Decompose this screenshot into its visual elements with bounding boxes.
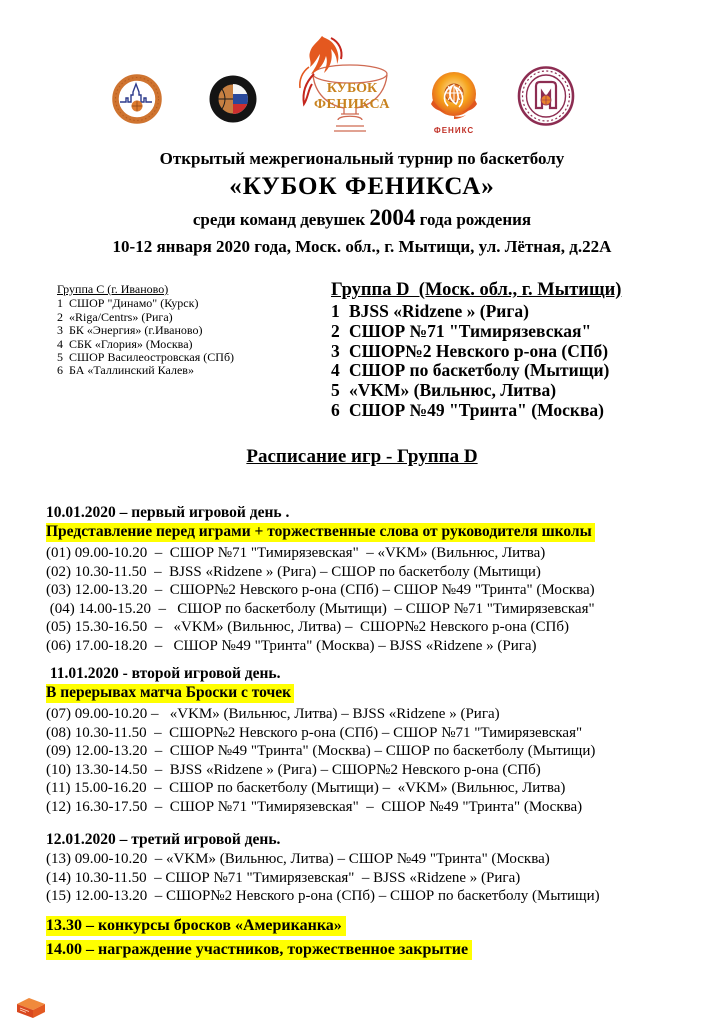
title-line-1: Открытый межрегиональный турнир по баскетболу xyxy=(159,149,565,168)
team-number: 2 xyxy=(331,320,340,341)
team-number: 4 xyxy=(57,336,63,351)
list-item xyxy=(331,381,621,401)
team-number: 5 xyxy=(331,380,340,401)
game-line: (07) 09.00-10.20 – «VKM» (Вильнюс, Литва) – BJSS «Ridzene » (Рига) xyxy=(46,706,500,722)
kubok-feniksa-logo-icon xyxy=(284,34,400,145)
closing-line: 13.30 – конкурсы бросков «Американка» xyxy=(46,916,346,936)
federation-left-logo-icon xyxy=(112,74,162,129)
game-line: (02) 10.30-11.50 – BJSS «Ridzene » (Рига) – СШОР по баскетболу (Мытищи) xyxy=(46,563,541,580)
team-name: БА «Таллинский Калев» xyxy=(69,363,194,378)
list-item xyxy=(57,297,234,310)
schedule-heading xyxy=(0,446,724,468)
schedule-day-2 xyxy=(46,664,696,817)
group-d-heading: Группа D (Моск. обл., г. Мытищи) xyxy=(331,280,622,300)
kubok-text-line1: КУБОК xyxy=(326,81,378,96)
list-item xyxy=(331,401,621,421)
feniks-club-logo xyxy=(426,70,482,135)
group-c-heading: Группа C (г. Иваново) xyxy=(57,282,169,296)
team-name: СШОР №49 "Тринта" (Москва) xyxy=(349,399,605,420)
team-name: СШОР№2 Невского р-она (СПб) xyxy=(349,340,609,361)
game-line: (04) 14.00-15.20 – СШОР по баскетболу (Мытищи) – СШОР №71 "Тимирязевская" xyxy=(46,600,595,617)
game-line: (11) 15.00-16.20 – СШОР по баскетболу (Мытищи) – «VKM» (Вильнюс, Литва) xyxy=(46,780,566,797)
team-number: 1 xyxy=(331,301,340,321)
team-name: «Riga/Centrs» (Рига) xyxy=(69,309,173,324)
team-name: СБК «Глория» (Москва) xyxy=(69,336,193,351)
game-line: (01) 09.00-10.20 – СШОР №71 "Тимирязевская" – «VKM» (Вильнюс, Литва) xyxy=(46,545,546,561)
closing-line: 14.00 – награждение участников, торжественное закрытие xyxy=(46,940,472,960)
game-line: (08) 10.30-11.50 – СШОР№2 Невского р-она (СПб) – СШОР №71 "Тимирязевская" xyxy=(46,724,583,741)
schedule-day-3 xyxy=(46,830,696,906)
game-line: (05) 15.30-16.50 – «VKM» (Вильнюс, Литва) – СШОР№2 Невского р-она (СПб) xyxy=(46,619,569,636)
game-line: (09) 12.00-13.20 – СШОР №49 "Тринта" (Москва) – СШОР по баскетболу (Мытищи) xyxy=(46,743,596,760)
title-line-2: «КУБОК ФЕНИКСА» xyxy=(229,173,495,200)
group-d-list xyxy=(331,278,621,421)
feniks-label: ФЕНИКС xyxy=(433,126,475,135)
team-name: СШОР №71 "Тимирязевская" xyxy=(349,320,592,341)
team-name: СШОР Василеостровская (СПб) xyxy=(69,350,235,365)
day-1-highlight-note: Представление перед играми + торжественные слова от руководителя школы xyxy=(46,523,595,542)
day-2-header: 11.01.2020 - второй игровой день. xyxy=(46,665,281,682)
day-2-highlight-note: В перерывах матча Броски с точек xyxy=(46,684,294,703)
team-number: 3 xyxy=(331,340,340,361)
list-item xyxy=(57,364,234,377)
team-name: BJSS «Ridzene » (Рига) xyxy=(349,301,529,321)
schedule-heading-text: Расписание игр - Группа D xyxy=(246,446,478,467)
title-line-4: 10-12 января 2020 года, Моск. обл., г. Мытищи, ул. Лётная, д.22А xyxy=(112,237,612,256)
game-line: (06) 17.00-18.20 – СШОР №49 "Тринта" (Москва) – BJSS «Ridzene » (Рига) xyxy=(46,637,537,654)
list-item xyxy=(331,342,621,362)
team-number: 1 xyxy=(57,296,63,311)
list-item xyxy=(57,311,234,324)
game-line: (14) 10.30-11.50 – СШОР №71 "Тимирязевская" – BJSS «Ridzene » (Рига) xyxy=(46,869,521,886)
title-line-3-suffix: года рождения xyxy=(415,210,532,229)
team-number: 6 xyxy=(331,399,340,420)
team-name: СШОР "Динамо" (Курск) xyxy=(69,296,199,311)
watermark-box-icon xyxy=(15,996,47,1024)
team-number: 3 xyxy=(57,323,63,338)
team-name: «VKM» (Вильнюс, Литва) xyxy=(349,380,557,401)
title-line-3-prefix: среди команд девушек xyxy=(192,210,370,229)
team-number: 6 xyxy=(57,363,63,378)
game-line: (15) 12.00-13.20 – СШОР№2 Невского р-она (СПб) – СШОР по баскетболу (Мытищи) xyxy=(46,888,600,905)
russia-basketball-federation-logo-icon xyxy=(209,75,257,128)
team-number: 5 xyxy=(57,350,63,365)
list-item xyxy=(57,338,234,351)
team-name: БК «Энергия» (г.Иваново) xyxy=(69,323,203,338)
list-item xyxy=(57,324,234,337)
title-block xyxy=(0,147,724,259)
day-1-header: 10.01.2020 – первый игровой день . xyxy=(46,504,290,521)
game-line: (03) 12.00-13.20 – СШОР№2 Невского р-она (СПб) – СШОР №49 "Тринта" (Москва) xyxy=(46,582,595,599)
kubok-text-line2: ФЕНИКСА xyxy=(314,97,390,112)
feniks-club-logo-icon xyxy=(428,70,480,120)
title-line-3 xyxy=(0,203,724,234)
game-line: (13) 09.00-10.20 – «VKM» (Вильнюс, Литва) – СШОР №49 "Тринта" (Москва) xyxy=(46,851,550,867)
title-birth-year: 2004 xyxy=(369,205,416,230)
list-item xyxy=(331,322,621,342)
game-line: (10) 13.30-14.50 – BJSS «Ridzene » (Рига) – СШОР№2 Невского р-она (СПб) xyxy=(46,761,541,778)
schedule-day-1 xyxy=(46,503,696,656)
group-c-list xyxy=(57,283,234,378)
list-item xyxy=(57,351,234,364)
team-number: 4 xyxy=(331,360,340,381)
list-item xyxy=(331,302,621,322)
moscow-basketball-federation-logo-icon xyxy=(517,66,575,131)
list-item xyxy=(331,361,621,381)
day-3-header: 12.01.2020 – третий игровой день. xyxy=(46,831,281,848)
team-name: СШОР по баскетболу (Мытищи) xyxy=(349,360,610,381)
team-number: 2 xyxy=(57,309,63,324)
game-line: (12) 16.30-17.50 – СШОР №71 "Тимирязевская" – СШОР №49 "Тринта" (Москва) xyxy=(46,798,583,815)
closing-block xyxy=(46,916,472,964)
